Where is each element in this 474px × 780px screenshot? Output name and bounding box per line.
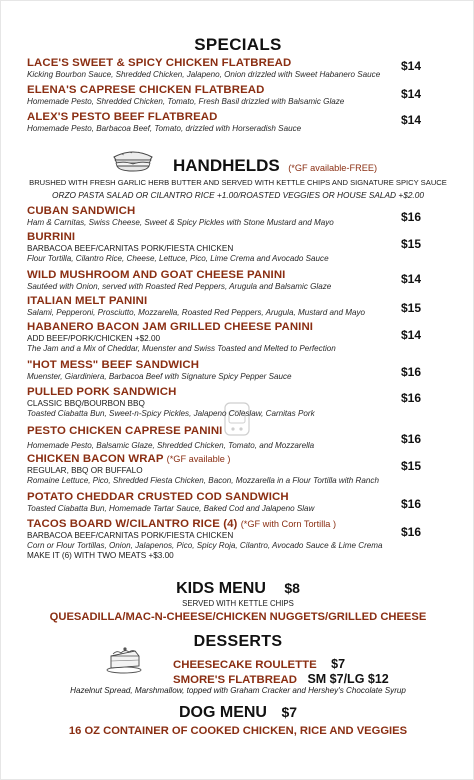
item-desc: Muenster, Giardiniera, Barbacoa Beef with Signature Spicy Pepper Sauce xyxy=(27,372,292,381)
item-desc: Corn or Flour Tortillas, Onion, Jalapenos, Pico, Spicy Roja, Cilantro, Avocado Sauce & Lime Crema xyxy=(27,541,383,550)
menu-item xyxy=(27,57,427,79)
kids-items: QUESADILLA/MAC-N-CHEESE/CHICKEN NUGGETS/GRILLED CHEESE xyxy=(49,611,427,623)
dog-title: DOG MENU xyxy=(178,704,267,721)
item-desc: Salami, Pepperoni, Prosciutto, Mozzarella, Roasted Red Peppers, Arugula, Mustard and Mayo xyxy=(27,308,366,317)
specials-title: SPECIALS xyxy=(194,35,282,54)
menu-item xyxy=(27,425,427,450)
item-desc: Sautéed with Onion, served with Roasted Red Peppers, Arugula and Balsamic Glaze xyxy=(27,282,332,291)
kids-price: $8 xyxy=(284,580,300,596)
desserts-title: DESSERTS xyxy=(193,633,283,650)
item-price: $16 xyxy=(400,497,421,511)
dessert-name: SMORE'S FLATBREAD xyxy=(173,674,297,686)
item-price: $14 xyxy=(400,272,421,286)
item-desc: Toasted Ciabatta Bun, Sweet-n-Spicy Pickles, Jalapeno Coleslaw, Carnitas Pork xyxy=(27,409,315,418)
gf-badge: (*GF with Corn Tortilla ) xyxy=(240,519,337,529)
item-price: $14 xyxy=(400,113,421,127)
item-options: BARBACOA BEEF/CARNITAS PORK/FIESTA CHICKEN xyxy=(27,531,234,540)
dog-desc: 16 OZ CONTAINER OF COOKED CHICKEN, RICE AND VEGGIES xyxy=(68,725,408,737)
item-name xyxy=(27,453,427,465)
menu-item xyxy=(27,386,427,418)
menu-item xyxy=(27,518,427,560)
item-options: BARBACOA BEEF/CARNITAS PORK/FIESTA CHICKEN xyxy=(27,244,234,253)
item-name: HABANERO BACON JAM GRILLED CHEESE PANINI xyxy=(27,321,314,333)
item-name: "HOT MESS" BEEF SANDWICH xyxy=(27,359,200,371)
item-options: ADD BEEF/PORK/CHICKEN +$2.00 xyxy=(27,334,161,343)
item-options: REGULAR, BBQ OR BUFFALO xyxy=(27,466,143,475)
menu-item xyxy=(27,321,427,353)
item-price: $16 xyxy=(400,432,421,446)
dog-price: $7 xyxy=(281,704,298,720)
gf-badge: (*GF available ) xyxy=(166,454,231,464)
item-price: $16 xyxy=(400,365,421,379)
item-price: $14 xyxy=(400,328,421,342)
item-desc: Flour Tortilla, Cilantro Rice, Cheese, Lettuce, Pico, Lime Crema and Avocado Sauce xyxy=(27,254,329,263)
brushed-note: BRUSHED WITH FRESH GARLIC HERB BUTTER AND SERVED WITH KETTLE CHIPS AND SIGNATURE SPICY SAUCE xyxy=(29,178,447,187)
sandwich-icon xyxy=(111,147,155,178)
item-name: LACE'S SWEET & SPICY CHICKEN FLATBREAD xyxy=(27,57,292,69)
item-desc: Kicking Bourbon Sauce, Shredded Chicken, Jalapeno, Onion drizzled with Sweet Habanero Sauce xyxy=(27,70,381,79)
item-desc: Homemade Pesto, Balsamic Glaze, Shredded Chicken, Tomato, and Mozzarella xyxy=(27,441,315,450)
item-name: BURRINI xyxy=(27,231,76,243)
item-name: ALEX'S PESTO BEEF FLATBREAD xyxy=(27,111,218,123)
menu-item xyxy=(27,491,427,513)
menu-item xyxy=(27,359,427,381)
dessert-name: CHEESECAKE ROULETTE xyxy=(173,659,317,671)
item-desc: Romaine Lettuce, Pico, Shredded Fiesta Chicken, Bacon, Mozzarella in a Flour Tortilla with Ranch xyxy=(27,476,379,485)
item-name xyxy=(27,518,427,530)
cake-icon xyxy=(105,644,143,679)
menu-item xyxy=(27,269,427,291)
menu-item xyxy=(27,84,427,106)
item-price: $16 xyxy=(400,525,421,539)
item-price: $15 xyxy=(400,459,421,473)
item-desc: Homemade Pesto, Shredded Chicken, Tomato, Fresh Basil drizzled with Balsamic Glaze xyxy=(27,97,345,106)
item-desc: Homemade Pesto, Barbacoa Beef, Tomato, drizzled with Horseradish Sauce xyxy=(27,124,302,133)
item-price: $14 xyxy=(400,59,421,73)
item-name: CUBAN SANDWICH xyxy=(27,205,136,217)
item-price: $16 xyxy=(400,391,421,405)
dessert-price: $7 xyxy=(331,657,346,671)
item-options: CLASSIC BBQ/BOURBON BBQ xyxy=(27,399,145,408)
item-desc: Toasted Ciabatta Bun, Homemade Tartar Sauce, Baked Cod and Jalapeno Slaw xyxy=(27,504,315,513)
item-name-text: CHICKEN BACON WRAP xyxy=(27,453,164,465)
menu-item xyxy=(27,295,427,317)
item-name: WILD MUSHROOM AND GOAT CHEESE PANINI xyxy=(27,269,286,281)
item-upgrade: MAKE IT (6) WITH TWO MEATS +$3.00 xyxy=(27,551,174,560)
kids-title: KIDS MENU xyxy=(176,580,266,597)
kids-heading xyxy=(1,580,474,598)
item-name: PESTO CHICKEN CAPRESE PANINI xyxy=(27,425,223,437)
menu-item xyxy=(27,205,427,227)
item-price: $15 xyxy=(400,301,421,315)
gf-note: (*GF available-FREE) xyxy=(288,163,378,173)
dessert-desc: Hazelnut Spread, Marshmallow, topped with Graham Cracker and Hershey's Chocolate Syrup xyxy=(70,686,406,695)
item-desc: Ham & Carnitas, Swiss Cheese, Sweet & Spicy Pickles with Stone Mustard and Mayo xyxy=(27,218,334,227)
kids-note: SERVED WITH KETTLE CHIPS xyxy=(182,599,294,608)
item-name: ITALIAN MELT PANINI xyxy=(27,295,148,307)
handhelds-title: HANDHELDS xyxy=(173,156,280,175)
item-name-text: TACOS BOARD W/CILANTRO RICE (4) xyxy=(27,518,238,530)
item-name: ELENA'S CAPRESE CHICKEN FLATBREAD xyxy=(27,84,265,96)
item-name: POTATO CHEDDAR CRUSTED COD SANDWICH xyxy=(27,491,289,503)
item-price: $15 xyxy=(400,237,421,251)
sides-note: ORZO PASTA SALAD OR CILANTRO RICE +1.00/ROASTED VEGGIES OR HOUSE SALAD +$2.00 xyxy=(52,190,424,200)
item-name: PULLED PORK SANDWICH xyxy=(27,386,177,398)
item-desc: The Jam and a Mix of Cheddar, Muenster and Swiss Toasted and Melted to Perfection xyxy=(27,344,336,353)
item-price: $16 xyxy=(400,210,421,224)
dog-heading xyxy=(1,704,474,722)
item-price: $14 xyxy=(400,87,421,101)
menu-item xyxy=(27,231,427,263)
menu-item xyxy=(27,453,427,485)
dessert-price: SM $7/LG $12 xyxy=(307,672,389,686)
menu-item xyxy=(27,111,427,133)
handhelds-heading xyxy=(173,156,377,176)
